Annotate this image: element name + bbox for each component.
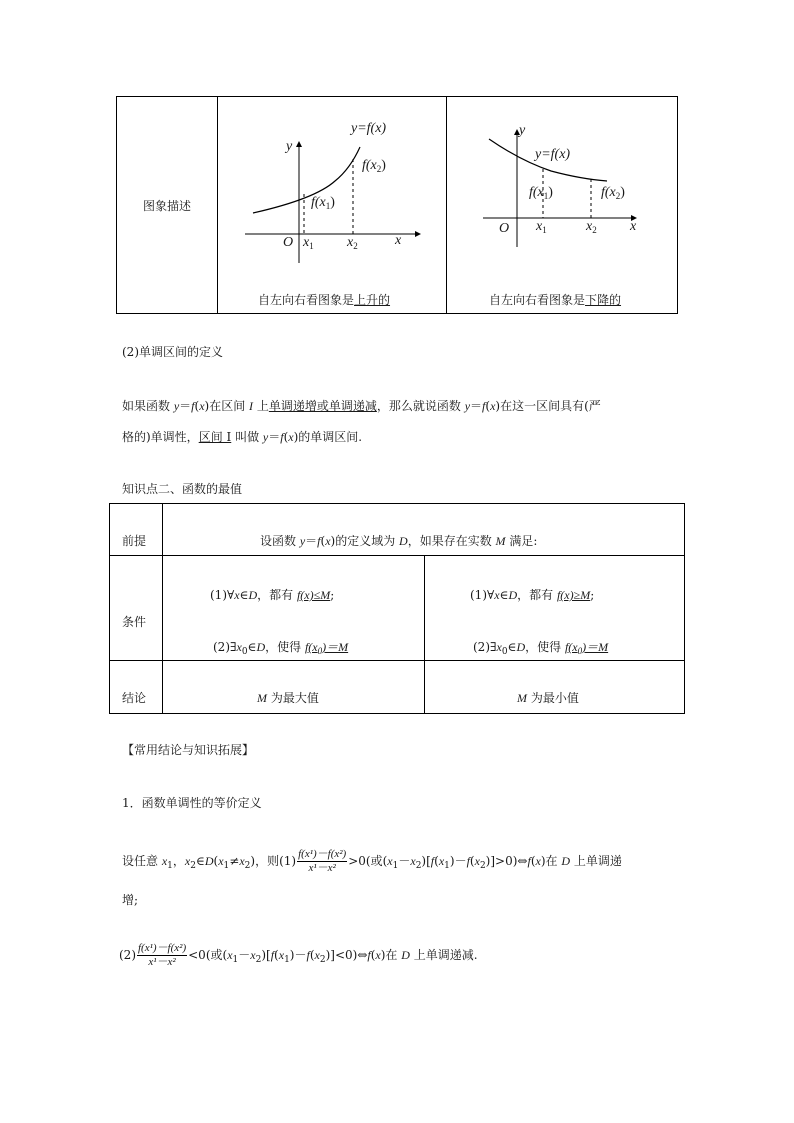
increasing-curve [253, 147, 360, 213]
max-conclusion: M 为最大值 [257, 691, 319, 705]
table-divider [217, 97, 218, 313]
section-heading-extremum: 知识点二、函数的最值 [122, 482, 243, 496]
section-heading-monotonic-interval: (2)单调区间的定义 [122, 345, 223, 359]
min-conclusion: M 为最小值 [517, 691, 579, 705]
min-condition-2: $(2)\exists x_0\in D$，使得 $f(x_0)=M$ [473, 640, 609, 657]
y-axis-label: y [519, 123, 526, 138]
fraction-difference-quotient: $\frac{\text{f(x¹)－f(x²)}}{\text{x¹－x²}}$ [138, 942, 187, 968]
x-axis-label: x [395, 233, 402, 248]
graph-func-label: y=f(x) [351, 121, 387, 136]
equivalent-definition-line-3: (2) $\frac{\text{f(x¹)－f(x²)}}{\text{x¹－x²}}$ <0(或$(x_1-x_2)[f(x_1)-f(x_2)]<0)\Leftrightarrow f(x)$在 D 上单调递减. [119, 942, 478, 968]
table-divider [162, 504, 163, 713]
paragraph-line-1: 如果函数 y＝f(x)在区间 I 上单调递增或单调递减，那么就说函数 y＝f(x)在这一区间具有(严 [122, 399, 601, 413]
graph-description-table [116, 96, 678, 314]
x2-label: $x_2$ [586, 219, 597, 235]
max-condition-1: (1)∀x∈D，都有 f(x)≤M; [210, 588, 335, 602]
table-divider [424, 555, 425, 713]
table-divider [110, 555, 684, 556]
max-condition-2: $(2)\exists x_0\in D$，使得 $f(x_0)=M$ [213, 640, 349, 657]
graph-func-label: y=f(x) [535, 147, 571, 162]
y-axis-label: y [286, 139, 293, 154]
x-axis-label: x [630, 219, 637, 234]
x1-label: $x_1$ [536, 219, 547, 235]
subsection-heading-equivalent-definition: 1．函数单调性的等价定义 [122, 796, 262, 810]
conclusion-label: 结论 [122, 691, 147, 705]
fx2-label: $f(x_2)$ [362, 158, 386, 174]
fx1-label: $f(x_1)$ [529, 185, 553, 201]
table-divider [446, 97, 447, 313]
fx1-label: $f(x_1)$ [311, 195, 335, 211]
min-condition-1: (1)∀x∈D，都有 f(x)≥M; [470, 588, 595, 602]
equivalent-definition-line-1: 设任意 $x_1$，$x_2\in D(x_1\ne x_2)$，则(1) $\frac{\text{f(x¹)－f(x²)}}{\text{x¹－x²}}$ >0(或$(x_1-x_2)[f(x_1)-f(x_2)]>0)\Leftrightarrow f(x)$在 D 上单调递 [122, 848, 622, 874]
caption-decreasing: 自左向右看图象是下降的 [489, 293, 622, 307]
extremum-table [109, 503, 685, 714]
section-heading-common-conclusions: 【常用结论与知识拓展】 [122, 743, 255, 757]
y-axis-arrow [296, 141, 302, 147]
caption-increasing: 自左向右看图象是上升的 [258, 293, 391, 307]
table-divider [110, 660, 684, 661]
origin-label: O [283, 235, 294, 250]
row-label-graph-description: 图象描述 [142, 198, 191, 213]
x-axis-arrow [415, 231, 421, 237]
premise-label: 前提 [122, 534, 147, 548]
x2-label: $x_2$ [347, 235, 358, 251]
fraction-difference-quotient: $\frac{\text{f(x¹)－f(x²)}}{\text{x¹－x²}}$ [298, 848, 347, 874]
fx2-label: $f(x_2)$ [601, 185, 625, 201]
equivalent-definition-line-2: 增; [122, 893, 139, 907]
premise-text: 设函数 y＝f(x)的定义域为 D，如果存在实数 M 满足: [260, 534, 538, 548]
origin-label: O [499, 221, 510, 236]
x1-label: $x_1$ [303, 235, 314, 251]
condition-label: 条件 [122, 615, 147, 629]
paragraph-line-2: 格的)单调性，区间 I 叫做 y＝f(x)的单调区间. [122, 430, 363, 444]
